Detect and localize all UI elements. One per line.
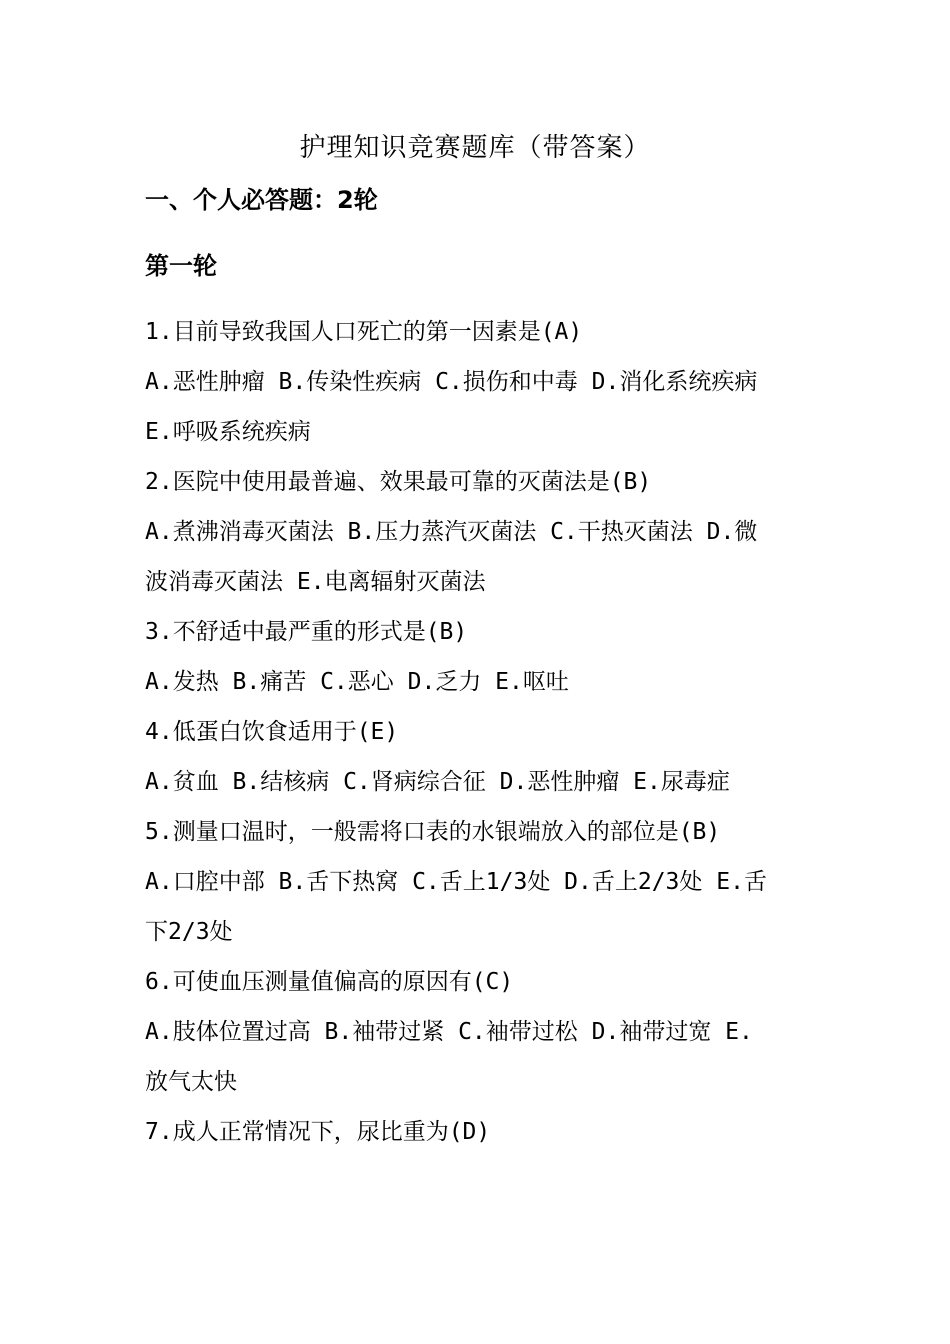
- options-line: 放气太快: [145, 1069, 237, 1095]
- options-line: E.呼吸系统疾病: [145, 419, 311, 445]
- question-line: 6.可使血压测量值偏高的原因有(C): [145, 969, 514, 995]
- options-line: A.恶性肿瘤 B.传染性疾病 C.损伤和中毒 D.消化系统疾病: [145, 369, 758, 395]
- section-heading: 一、个人必答题：2轮: [145, 186, 378, 214]
- question-body: [145, 307, 810, 1157]
- document-title: 护理知识竞赛题库（带答案）: [299, 133, 651, 163]
- options-line: A.发热 B.痛苦 C.恶心 D.乏力 E.呕吐: [145, 669, 569, 695]
- options-line: 下2/3处: [145, 919, 233, 945]
- options-line: A.口腔中部 B.舌下热窝 C.舌上1/3处 D.舌上2/3处 E.舌: [145, 869, 767, 895]
- options-line: A.肢体位置过高 B.袖带过紧 C.袖带过松 D.袖带过宽 E.: [145, 1019, 753, 1045]
- question-line: 4.低蛋白饮食适用于(E): [145, 719, 399, 745]
- question-line: 7.成人正常情况下，尿比重为(D): [145, 1119, 491, 1145]
- question-line: 2.医院中使用最普遍、效果最可靠的灭菌法是(B): [145, 469, 652, 495]
- question-line: 5.测量口温时，一般需将口表的水银端放入的部位是(B): [145, 819, 721, 845]
- options-line: A.贫血 B.结核病 C.肾病综合征 D.恶性肿瘤 E.尿毒症: [145, 769, 730, 795]
- question-line: 3.不舒适中最严重的形式是(B): [145, 619, 468, 645]
- question-line: 1.目前导致我国人口死亡的第一因素是(A): [145, 319, 583, 345]
- options-line: 波消毒灭菌法 E.电离辐射灭菌法: [145, 569, 486, 595]
- options-line: A.煮沸消毒灭菌法 B.压力蒸汽灭菌法 C.干热灭菌法 D.微: [145, 519, 758, 545]
- round-heading: 第一轮: [145, 252, 217, 280]
